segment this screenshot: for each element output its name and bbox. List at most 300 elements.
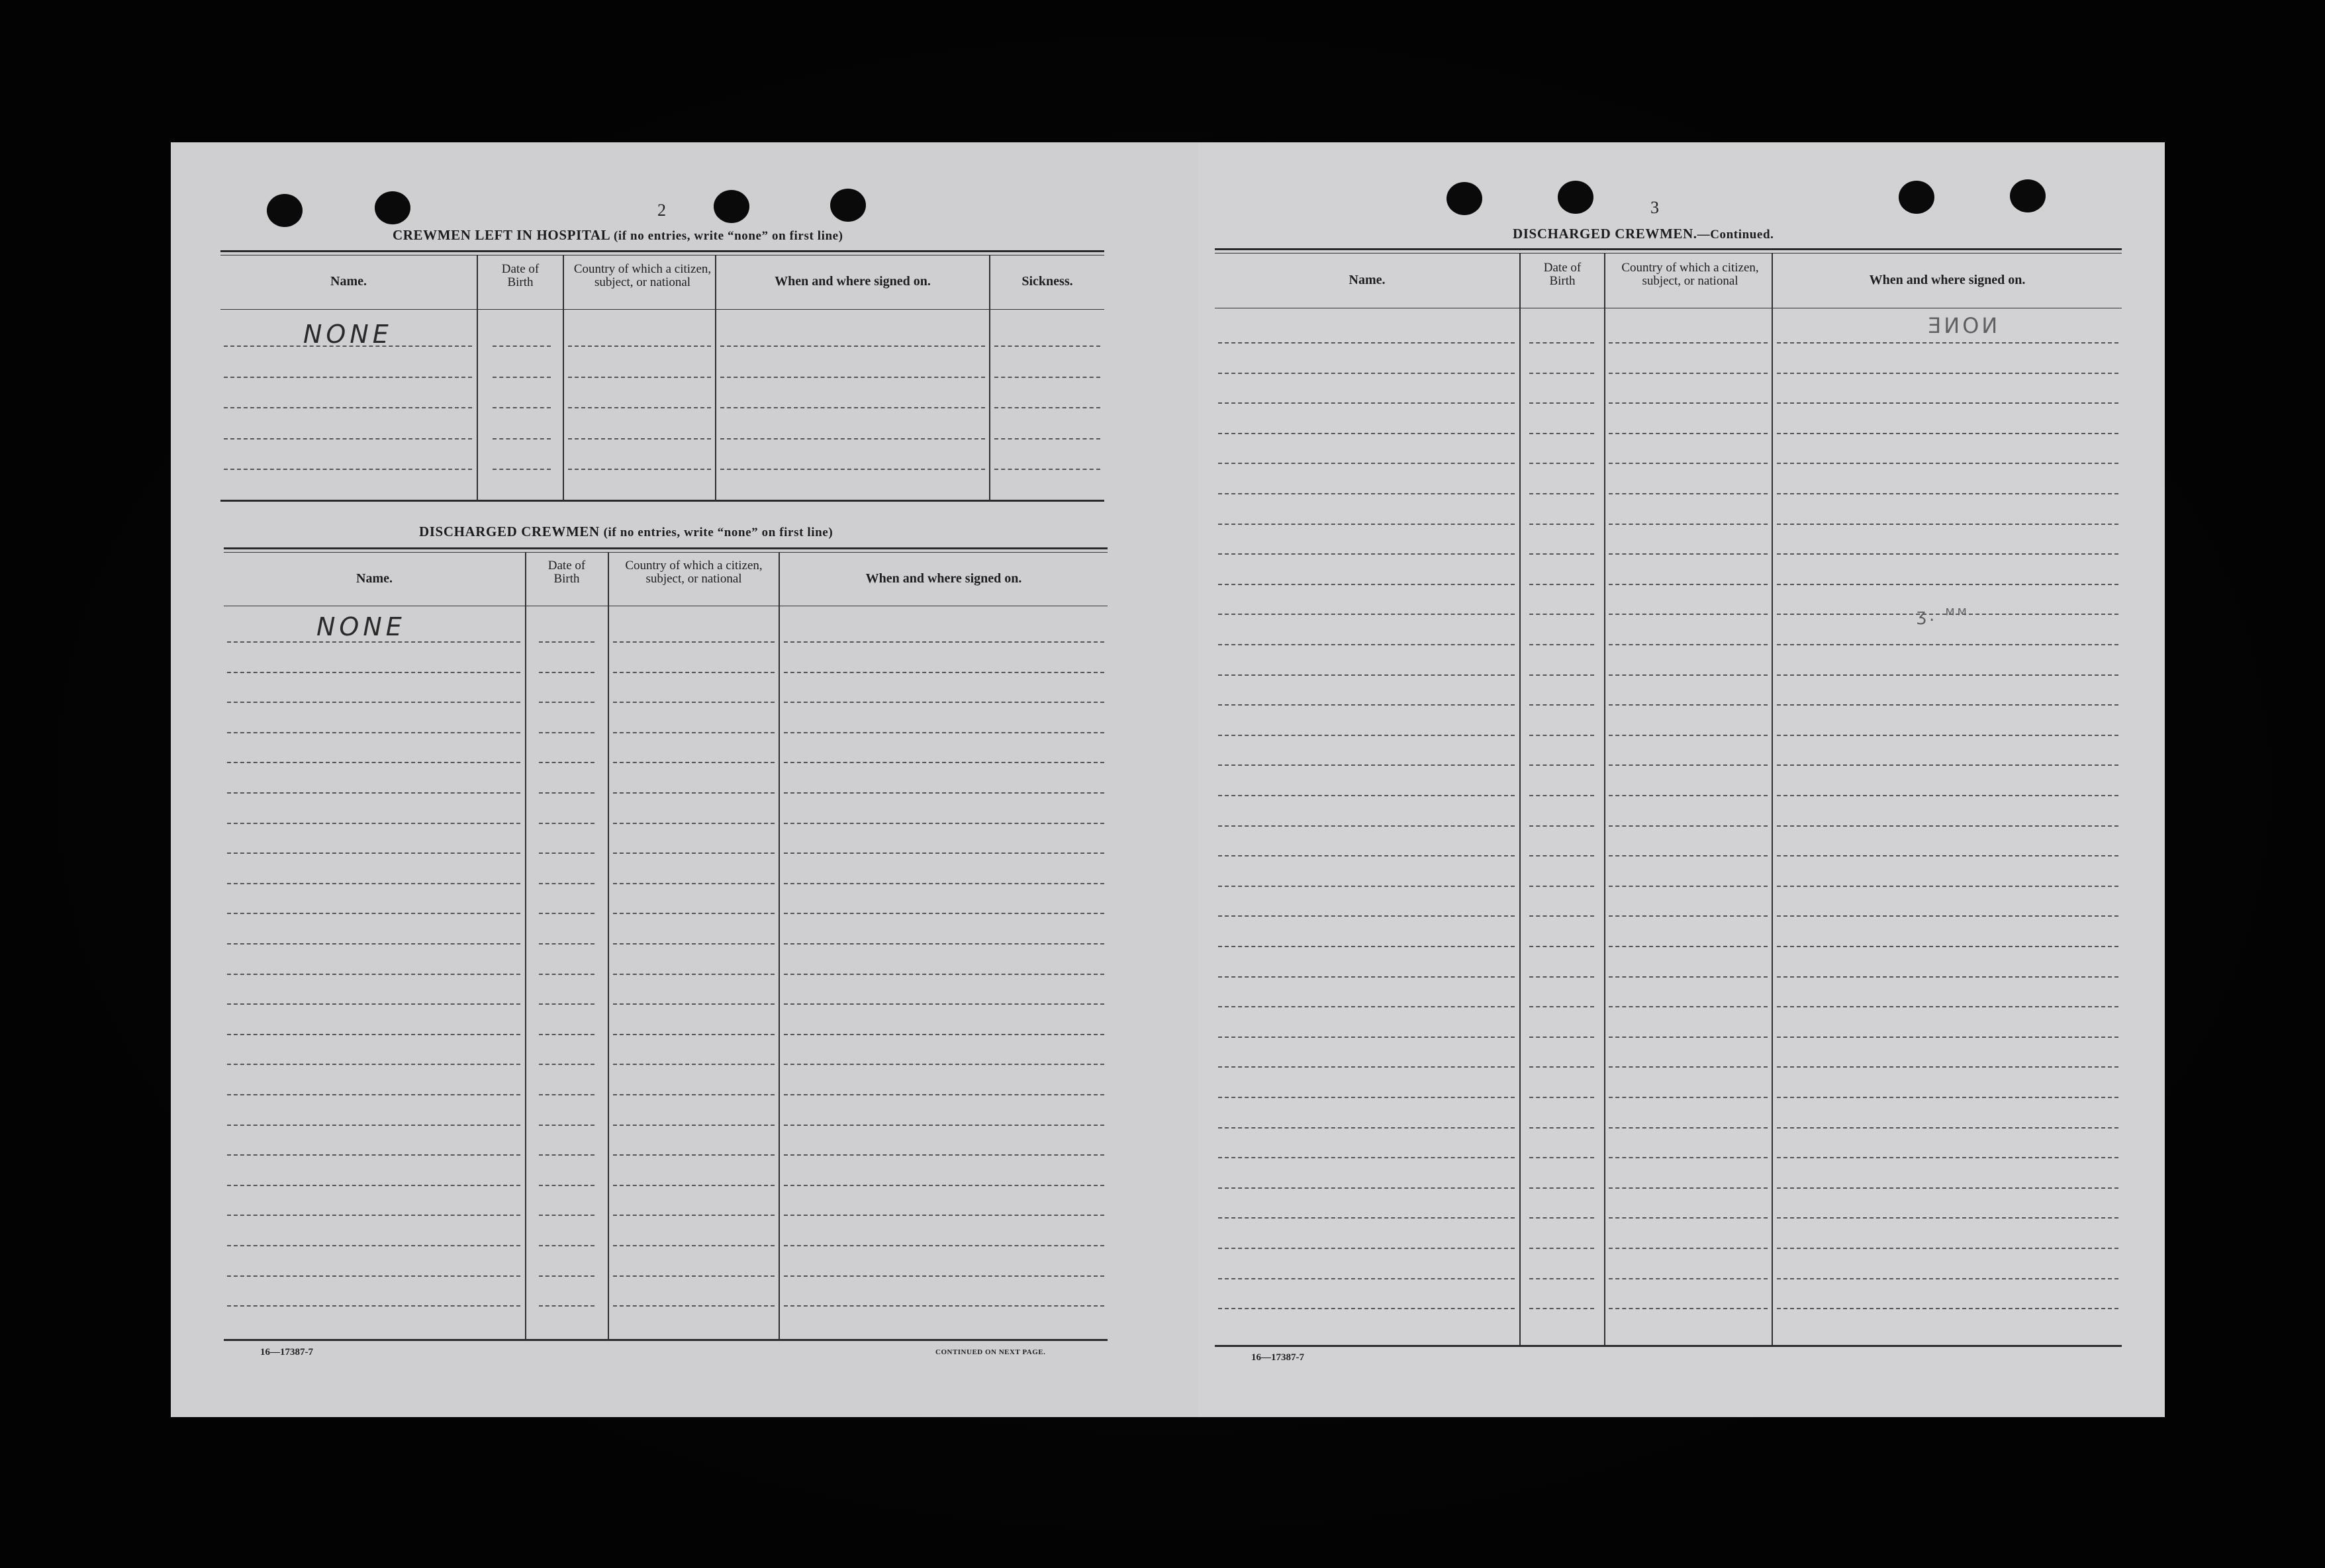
ruled-line [1609, 1217, 1768, 1219]
ruled-line [1777, 946, 2118, 947]
ruled-line [227, 1305, 520, 1307]
table-bottom-rule [224, 1339, 1108, 1341]
ruled-line [1609, 493, 1768, 494]
ruled-line [1609, 402, 1768, 404]
ruled-line [1609, 433, 1768, 434]
ruled-line [1777, 855, 2118, 856]
ruled-line [1609, 946, 1768, 947]
ruled-line [539, 1094, 594, 1095]
ruled-line [784, 1245, 1104, 1246]
ruled-line [613, 792, 775, 794]
ruled-line [1777, 1157, 2118, 1158]
ruled-line [1218, 614, 1515, 615]
ruled-line [1609, 795, 1768, 796]
discharged-section-title [419, 524, 833, 540]
ruled-line [720, 407, 985, 408]
ruled-line [784, 1154, 1104, 1156]
hospital-section-title [393, 227, 843, 244]
ruled-line [994, 469, 1100, 470]
ruled-line [1529, 1187, 1594, 1189]
punch-hole [1899, 181, 1934, 214]
ruled-line [1777, 342, 2118, 344]
ruled-line [1777, 614, 2118, 615]
ruled-line [1218, 915, 1515, 917]
ruled-line [1218, 1278, 1515, 1279]
ruled-line [539, 1245, 594, 1246]
ruled-line [227, 762, 520, 763]
col-dob-header: Date of Birth [501, 262, 540, 289]
ruled-line [1218, 584, 1515, 585]
discharged-subtitle-text: (if no entries, write “none” on first line) [603, 526, 833, 539]
ruled-line [613, 823, 775, 824]
hospital-title-text: CREWMEN LEFT IN HOSPITAL [393, 227, 610, 243]
ruled-line [784, 823, 1104, 824]
ruled-line [1777, 764, 2118, 766]
ruled-line [568, 469, 711, 470]
ruled-line [1777, 1097, 2118, 1098]
column-divider [715, 255, 716, 501]
ruled-line [1609, 735, 1768, 736]
ruled-line [784, 732, 1104, 733]
ruled-line [1529, 1157, 1594, 1158]
ruled-line [1218, 674, 1515, 676]
ruled-line [1777, 735, 2118, 736]
ruled-line [1529, 855, 1594, 856]
left-page [171, 142, 1237, 1417]
ruled-line [784, 672, 1104, 673]
ruled-line [613, 641, 775, 643]
ruled-line [539, 672, 594, 673]
col-dob-header: Date of Birth [1543, 261, 1582, 288]
page-number: 3 [1650, 198, 1659, 217]
ruled-line [539, 1034, 594, 1035]
ruled-line [1529, 373, 1594, 374]
ruled-line [784, 702, 1104, 703]
ruled-line [1529, 1127, 1594, 1129]
ruled-line [1777, 1278, 2118, 1279]
ruled-line [539, 974, 594, 975]
ruled-line [1609, 373, 1768, 374]
ruled-line [1218, 1217, 1515, 1219]
ruled-line [1218, 886, 1515, 887]
ruled-line [613, 1245, 775, 1246]
ruled-line [1777, 704, 2118, 706]
ruled-line [1777, 553, 2118, 555]
ruled-line [1777, 674, 2118, 676]
ruled-line [1609, 614, 1768, 615]
ruled-line [539, 762, 594, 763]
ruled-line [1218, 1097, 1515, 1098]
ruled-line [1218, 735, 1515, 736]
col-dob-header: Date of Birth [547, 559, 586, 586]
ruled-line [1609, 463, 1768, 464]
ruled-line [784, 1215, 1104, 1216]
ruled-line [784, 1094, 1104, 1095]
ruled-line [227, 1064, 520, 1065]
ruled-line [1609, 1308, 1768, 1309]
ruled-line [1218, 644, 1515, 645]
ruled-line [1218, 704, 1515, 706]
ruled-line [1529, 342, 1594, 344]
col-signed-header: When and where signed on. [865, 571, 1022, 586]
column-divider [1772, 253, 1773, 1345]
right-title-suffix: —Continued. [1697, 228, 1774, 242]
table-top-rule [224, 547, 1108, 549]
ruled-line [1777, 584, 2118, 585]
punch-hole [714, 190, 749, 223]
ruled-line [1529, 825, 1594, 827]
col-sickness-header: Sickness. [1021, 274, 1073, 289]
ruled-line [613, 1154, 775, 1156]
ruled-line [1529, 976, 1594, 978]
ruled-line [1777, 1066, 2118, 1068]
ruled-line [227, 913, 520, 914]
ruled-line [1609, 674, 1768, 676]
ruled-line [227, 1125, 520, 1126]
col-country-header: Country of which a citizen, subject, or national [1621, 261, 1759, 288]
ruled-line [227, 823, 520, 824]
hospital-subtitle-text: (if no entries, write “none” on first line) [613, 229, 843, 243]
ruled-line [568, 407, 711, 408]
ruled-line [784, 792, 1104, 794]
ruled-line [224, 469, 472, 470]
ruled-line [227, 974, 520, 975]
ruled-line [1609, 704, 1768, 706]
ruled-line [720, 346, 985, 347]
ruled-line [1529, 584, 1594, 585]
ruled-line [227, 702, 520, 703]
ruled-line [1529, 1217, 1594, 1219]
form-code: 16—17387-7 [1251, 1352, 1304, 1363]
punch-hole [2010, 179, 2046, 212]
ruled-line [720, 438, 985, 439]
ruled-line [1218, 1157, 1515, 1158]
ruled-line [539, 913, 594, 914]
ruled-line [1609, 915, 1768, 917]
ruled-line [994, 407, 1100, 408]
table-bottom-rule [220, 500, 1104, 502]
ruled-line [784, 1305, 1104, 1307]
ruled-line [1777, 493, 2118, 494]
discharged-title-text: DISCHARGED CREWMEN [419, 524, 600, 539]
right-page [1198, 142, 2165, 1417]
ruled-line [1218, 463, 1515, 464]
ruled-line [994, 346, 1100, 347]
column-divider [563, 255, 564, 501]
ruled-line [539, 1185, 594, 1186]
ruled-line [1218, 946, 1515, 947]
ruled-line [224, 438, 472, 439]
ruled-line [539, 732, 594, 733]
ruled-line [720, 469, 985, 470]
ruled-line [1529, 886, 1594, 887]
ruled-line [539, 823, 594, 824]
ruled-line [613, 883, 775, 884]
ruled-line [493, 469, 551, 470]
bleed-through-text: NONE [1925, 313, 1998, 338]
ruled-line [1777, 1127, 2118, 1129]
ruled-line [227, 641, 520, 643]
ruled-line [1777, 795, 2118, 796]
ruled-line [1777, 463, 2118, 464]
ruled-line [493, 438, 551, 439]
ruled-line [613, 702, 775, 703]
ruled-line [227, 1185, 520, 1186]
ruled-line [568, 346, 711, 347]
ruled-line [613, 913, 775, 914]
punch-hole [267, 194, 303, 227]
ruled-line [1529, 1278, 1594, 1279]
ruled-line [784, 641, 1104, 643]
ruled-line [1218, 1037, 1515, 1038]
ruled-line [1609, 1037, 1768, 1038]
ruled-line [1609, 1066, 1768, 1068]
handwritten-entry: NONE [316, 612, 406, 641]
ruled-line [1609, 584, 1768, 585]
ruled-line [720, 377, 985, 378]
ruled-line [1529, 1308, 1594, 1309]
ruled-line [784, 762, 1104, 763]
ruled-line [1529, 1006, 1594, 1007]
ruled-line [227, 943, 520, 945]
col-name-header: Name. [356, 571, 393, 586]
ruled-line [1609, 886, 1768, 887]
column-divider [477, 255, 478, 501]
ruled-line [1609, 1097, 1768, 1098]
ruled-line [1777, 825, 2118, 827]
ruled-line [1777, 1217, 2118, 1219]
ruled-line [994, 438, 1100, 439]
ruled-line [1218, 764, 1515, 766]
ruled-line [1218, 553, 1515, 555]
ruled-line [227, 1275, 520, 1277]
ruled-line [539, 792, 594, 794]
ruled-line [493, 407, 551, 408]
ruled-line [1609, 855, 1768, 856]
ruled-line [1609, 825, 1768, 827]
ruled-line [1609, 1157, 1768, 1158]
ruled-line [613, 762, 775, 763]
ruled-line [613, 943, 775, 945]
ruled-line [784, 853, 1104, 854]
ruled-line [1777, 1006, 2118, 1007]
ruled-line [994, 377, 1100, 378]
ruled-line [613, 1034, 775, 1035]
ruled-line [568, 377, 711, 378]
column-divider [608, 552, 609, 1341]
ruled-line [1218, 493, 1515, 494]
ruled-line [1609, 1006, 1768, 1007]
ruled-line [1529, 644, 1594, 645]
ruled-line [227, 792, 520, 794]
col-name-header: Name. [330, 274, 367, 289]
punch-hole [375, 191, 410, 224]
ruled-line [493, 377, 551, 378]
ruled-line [1218, 1308, 1515, 1309]
ruled-line [1777, 1037, 2118, 1038]
ruled-line [227, 1003, 520, 1005]
ruled-line [1529, 704, 1594, 706]
ruled-line [227, 883, 520, 884]
ruled-line [1529, 1066, 1594, 1068]
ruled-line [1777, 915, 2118, 917]
ruled-line [613, 1185, 775, 1186]
ruled-line [1218, 825, 1515, 827]
ruled-line [613, 1215, 775, 1216]
ruled-line [1609, 764, 1768, 766]
ruled-line [613, 1003, 775, 1005]
ruled-line [539, 1305, 594, 1307]
col-signed-header: When and where signed on. [1869, 273, 2026, 287]
col-name-header: Name. [1349, 273, 1386, 287]
header-bottom-rule [220, 309, 1104, 310]
ruled-line [784, 1275, 1104, 1277]
ruled-line [1777, 402, 2118, 404]
right-title-text: DISCHARGED CREWMEN. [1513, 226, 1697, 242]
ruled-line [224, 377, 472, 378]
ruled-line [224, 407, 472, 408]
continued-note: CONTINUED ON NEXT PAGE. [935, 1348, 1046, 1356]
ruled-line [1529, 795, 1594, 796]
col-country-header: Country of which a citizen, subject, or national [573, 262, 712, 289]
ruled-line [784, 1125, 1104, 1126]
ruled-line [784, 1003, 1104, 1005]
ruled-line [1529, 493, 1594, 494]
handwritten-entry: NONE [303, 320, 393, 349]
ruled-line [568, 438, 711, 439]
table-top-rule [1215, 248, 2122, 250]
ruled-line [1777, 1187, 2118, 1189]
ruled-line [539, 1125, 594, 1126]
ruled-line [1218, 1066, 1515, 1068]
ruled-line [1218, 524, 1515, 525]
ruled-line [539, 943, 594, 945]
col-signed-header: When and where signed on. [775, 274, 931, 289]
ruled-line [784, 1064, 1104, 1065]
ruled-line [784, 974, 1104, 975]
ruled-line [227, 1094, 520, 1095]
ruled-line [613, 1275, 775, 1277]
ruled-line [1218, 855, 1515, 856]
ruled-line [1218, 1127, 1515, 1129]
ruled-line [1218, 342, 1515, 344]
ruled-line [539, 1064, 594, 1065]
ruled-line [539, 1275, 594, 1277]
ruled-line [539, 853, 594, 854]
ruled-line [1529, 1097, 1594, 1098]
ruled-line [539, 1215, 594, 1216]
punch-hole [1558, 181, 1593, 214]
ruled-line [1529, 1037, 1594, 1038]
ruled-line [1218, 433, 1515, 434]
column-divider [1604, 253, 1605, 1345]
ruled-line [227, 1245, 520, 1246]
column-divider [779, 552, 780, 1341]
ruled-line [1218, 1006, 1515, 1007]
ruled-line [784, 883, 1104, 884]
punch-hole [1447, 182, 1482, 215]
ruled-line [1609, 553, 1768, 555]
col-country-header: Country of which a citizen, subject, or national [625, 559, 763, 586]
ruled-line [1777, 886, 2118, 887]
ruled-line [613, 1064, 775, 1065]
ruled-line [1529, 553, 1594, 555]
ruled-line [539, 641, 594, 643]
ruled-line [224, 346, 472, 347]
ruled-line [1218, 1187, 1515, 1189]
ruled-line [1609, 1278, 1768, 1279]
ruled-line [1609, 1187, 1768, 1189]
ruled-line [539, 702, 594, 703]
ruled-line [1218, 1248, 1515, 1249]
ruled-line [613, 1094, 775, 1095]
ruled-line [1529, 915, 1594, 917]
ruled-line [784, 913, 1104, 914]
table-top-rule [1215, 253, 2122, 254]
ruled-line [1529, 946, 1594, 947]
ruled-line [1609, 1127, 1768, 1129]
ruled-line [1529, 614, 1594, 615]
ruled-line [539, 883, 594, 884]
ruled-line [613, 974, 775, 975]
ruled-line [1609, 524, 1768, 525]
ruled-line [227, 1034, 520, 1035]
ruled-line [784, 1185, 1104, 1186]
ruled-line [1529, 735, 1594, 736]
ruled-line [1777, 524, 2118, 525]
ruled-line [613, 1305, 775, 1307]
ruled-line [1777, 433, 2118, 434]
ruled-line [1529, 674, 1594, 676]
ruled-line [493, 346, 551, 347]
ruled-line [1218, 373, 1515, 374]
ruled-line [1609, 644, 1768, 645]
ruled-line [1609, 976, 1768, 978]
table-top-rule [220, 250, 1104, 252]
ruled-line [227, 672, 520, 673]
right-section-title [1513, 226, 1774, 242]
ruled-line [1529, 1248, 1594, 1249]
ruled-line [784, 1034, 1104, 1035]
ruled-line [613, 853, 775, 854]
punch-hole [830, 189, 866, 222]
ruled-line [227, 732, 520, 733]
bleed-through-mark: ʒ. ᴹᴹ [1917, 606, 1969, 625]
column-divider [989, 255, 990, 501]
ruled-line [227, 853, 520, 854]
ruled-line [227, 1215, 520, 1216]
ruled-line [1218, 795, 1515, 796]
column-divider [1519, 253, 1521, 1345]
ruled-line [1529, 764, 1594, 766]
ruled-line [539, 1003, 594, 1005]
ruled-line [613, 1125, 775, 1126]
ruled-line [1777, 644, 2118, 645]
ruled-line [784, 943, 1104, 945]
table-top-rule [224, 552, 1108, 553]
ruled-line [1609, 342, 1768, 344]
ruled-line [1777, 1308, 2118, 1309]
ruled-line [1529, 402, 1594, 404]
ruled-line [227, 1154, 520, 1156]
table-bottom-rule [1215, 1345, 2122, 1347]
ruled-line [1777, 1248, 2118, 1249]
ruled-line [1218, 402, 1515, 404]
ruled-line [1529, 524, 1594, 525]
form-code: 16—17387-7 [260, 1347, 313, 1358]
ruled-line [1777, 373, 2118, 374]
ruled-line [613, 732, 775, 733]
